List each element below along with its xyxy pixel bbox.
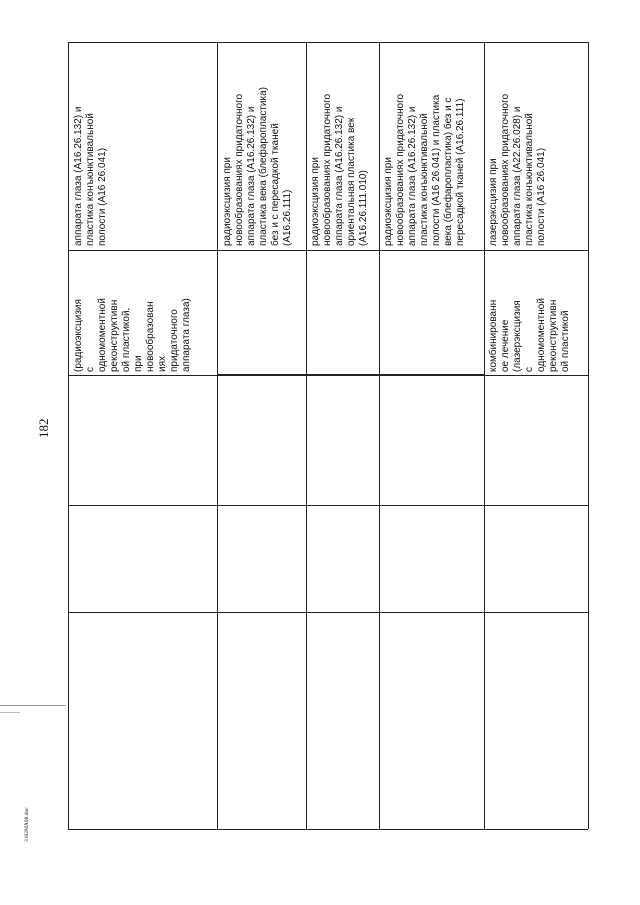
cell-method-row-5: комбинированн ое лечение (лазерэксцизия с одномоментной реконструктивн ой пластикой [488, 298, 571, 372]
row-divider-1 [217, 42, 218, 829]
table-border-top [68, 42, 588, 43]
cell-method-row-1: (радиоэксцизия с одномоментной реконструктивн ой пластикой, при новообразован иях придаточного аппарата глаза) [73, 298, 192, 372]
column-divider-b [68, 505, 588, 506]
column-divider-d [68, 250, 588, 251]
row-divider-4 [484, 42, 485, 829]
fold-line-secondary [0, 712, 20, 713]
column-divider-a [68, 612, 588, 613]
cell-procedure-row-3: радиоэксцизия при новообразованиях придаточного аппарата глаза (А16.26.132) и ориентальная пластика век (А16.26.111.010) [310, 93, 369, 246]
table-border-right [588, 42, 589, 829]
footer-filename: 3102MA08.doc [24, 807, 30, 842]
cell-procedure-row-5: лазерэксцизия при новообразованиях придаточного аппарата глаза (А22.26.028) и пластика конъюнктивальной полости (А16 26.041) [488, 93, 547, 246]
table-border-left [68, 42, 69, 829]
page-number: 182 [36, 418, 51, 438]
cell-procedure-row-2: радиоэксцизия при новообразованиях придаточного аппарата глаза (А16.26.132) и пластика века (блефаропластика) без и с пересадкой тканей (А16.26.111) [222, 87, 293, 246]
table-border-bottom [68, 829, 588, 830]
column-divider-c [68, 375, 588, 376]
fold-line [0, 705, 66, 706]
cell-procedure-row-1: аппарата глаза (А16.26.132) и пластика конъюнктивальной полости (А16 26.041) [73, 106, 108, 246]
row-divider-3 [379, 42, 380, 829]
row-divider-2 [306, 42, 307, 829]
cell-procedure-row-4: радиоэксцизия при новообразованиях придаточного аппарата глаза (А16.26.132) и пластика конъюнктивальной полости (А16 26.041) и пластика века (блефаропластика) без и с пересадкой тканей (А16.26.111) [383, 93, 466, 246]
